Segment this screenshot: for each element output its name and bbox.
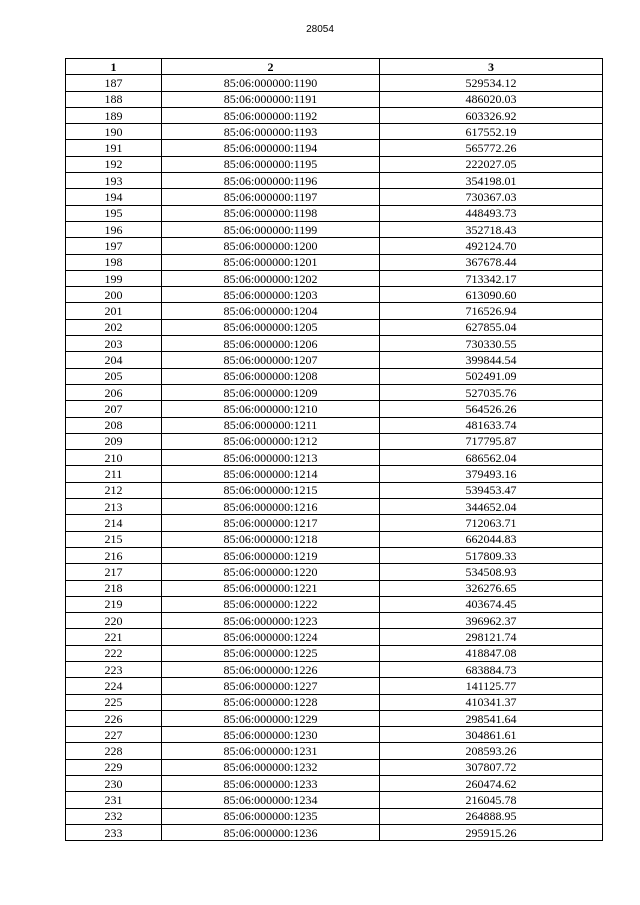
column-header-1: 1 [66, 59, 162, 75]
cadastral-number-cell: 85:06:000000:1212 [162, 433, 380, 449]
row-number-cell: 214 [66, 515, 162, 531]
cadastral-number-cell: 85:06:000000:1214 [162, 466, 380, 482]
cadastral-number-cell: 85:06:000000:1230 [162, 727, 380, 743]
page-number: 28054 [306, 24, 334, 35]
row-number-cell: 207 [66, 401, 162, 417]
table-row [66, 759, 603, 775]
cadastral-number-cell: 85:06:000000:1191 [162, 91, 380, 107]
cadastral-number-cell: 85:06:000000:1190 [162, 75, 380, 91]
row-number-cell: 224 [66, 678, 162, 694]
cadastral-number-cell: 85:06:000000:1221 [162, 580, 380, 596]
table-row [66, 466, 603, 482]
row-number-cell: 213 [66, 499, 162, 515]
column-header-2: 2 [162, 59, 380, 75]
row-number-cell: 232 [66, 808, 162, 824]
table-row [66, 417, 603, 433]
row-number-cell: 208 [66, 417, 162, 433]
table-row [66, 776, 603, 792]
table-row [66, 205, 603, 221]
value-cell: 686562.04 [380, 450, 603, 466]
cadastral-number-cell: 85:06:000000:1202 [162, 270, 380, 286]
row-number-cell: 228 [66, 743, 162, 759]
value-cell: 344652.04 [380, 499, 603, 515]
cadastral-number-cell: 85:06:000000:1209 [162, 384, 380, 400]
cadastral-number-cell: 85:06:000000:1222 [162, 596, 380, 612]
table-row [66, 743, 603, 759]
table-row [66, 140, 603, 156]
table-row [66, 645, 603, 661]
row-number-cell: 215 [66, 531, 162, 547]
table-row [66, 499, 603, 515]
row-number-cell: 225 [66, 694, 162, 710]
cadastral-number-cell: 85:06:000000:1224 [162, 629, 380, 645]
row-number-cell: 212 [66, 482, 162, 498]
table-row [66, 238, 603, 254]
value-cell: 403674.45 [380, 596, 603, 612]
table-row [66, 661, 603, 677]
value-cell: 352718.43 [380, 221, 603, 237]
row-number-cell: 204 [66, 352, 162, 368]
value-cell: 260474.62 [380, 776, 603, 792]
value-cell: 396962.37 [380, 613, 603, 629]
cadastral-number-cell: 85:06:000000:1233 [162, 776, 380, 792]
value-cell: 379493.16 [380, 466, 603, 482]
cadastral-number-cell: 85:06:000000:1220 [162, 564, 380, 580]
cadastral-number-cell: 85:06:000000:1198 [162, 205, 380, 221]
value-cell: 141125.77 [380, 678, 603, 694]
cadastral-number-cell: 85:06:000000:1205 [162, 319, 380, 335]
value-cell: 603326.92 [380, 107, 603, 123]
cadastral-number-cell: 85:06:000000:1200 [162, 238, 380, 254]
cadastral-number-cell: 85:06:000000:1232 [162, 759, 380, 775]
value-cell: 730330.55 [380, 336, 603, 352]
row-number-cell: 221 [66, 629, 162, 645]
row-number-cell: 201 [66, 303, 162, 319]
value-cell: 613090.60 [380, 287, 603, 303]
table-row [66, 515, 603, 531]
value-cell: 683884.73 [380, 661, 603, 677]
value-cell: 304861.61 [380, 727, 603, 743]
value-cell: 662044.83 [380, 531, 603, 547]
table-row [66, 352, 603, 368]
cadastral-number-cell: 85:06:000000:1201 [162, 254, 380, 270]
value-cell: 354198.01 [380, 173, 603, 189]
value-cell: 627855.04 [380, 319, 603, 335]
row-number-cell: 203 [66, 336, 162, 352]
table-row [66, 401, 603, 417]
row-number-cell: 191 [66, 140, 162, 156]
cadastral-number-cell: 85:06:000000:1210 [162, 401, 380, 417]
table-row [66, 482, 603, 498]
value-cell: 448493.73 [380, 205, 603, 221]
cadastral-number-cell: 85:06:000000:1219 [162, 547, 380, 563]
value-cell: 534508.93 [380, 564, 603, 580]
cadastral-number-cell: 85:06:000000:1204 [162, 303, 380, 319]
row-number-cell: 188 [66, 91, 162, 107]
value-cell: 410341.37 [380, 694, 603, 710]
cadastral-number-cell: 85:06:000000:1229 [162, 710, 380, 726]
table-row [66, 694, 603, 710]
cadastral-number-cell: 85:06:000000:1216 [162, 499, 380, 515]
value-cell: 527035.76 [380, 384, 603, 400]
table-row [66, 613, 603, 629]
value-cell: 712063.71 [380, 515, 603, 531]
table-row [66, 287, 603, 303]
value-cell: 565772.26 [380, 140, 603, 156]
row-number-cell: 197 [66, 238, 162, 254]
table-row [66, 547, 603, 563]
row-number-cell: 198 [66, 254, 162, 270]
table-row [66, 727, 603, 743]
value-cell: 298121.74 [380, 629, 603, 645]
table-row [66, 107, 603, 123]
table-row [66, 710, 603, 726]
table-row [66, 319, 603, 335]
value-cell: 717795.87 [380, 433, 603, 449]
cadastral-number-cell: 85:06:000000:1207 [162, 352, 380, 368]
table-row [66, 580, 603, 596]
cadastral-number-cell: 85:06:000000:1196 [162, 173, 380, 189]
cadastral-number-cell: 85:06:000000:1197 [162, 189, 380, 205]
value-cell: 367678.44 [380, 254, 603, 270]
table-row [66, 531, 603, 547]
table-row [66, 433, 603, 449]
row-number-cell: 192 [66, 156, 162, 172]
value-cell: 307807.72 [380, 759, 603, 775]
table-row [66, 824, 603, 840]
value-cell: 216045.78 [380, 792, 603, 808]
row-number-cell: 218 [66, 580, 162, 596]
table-row [66, 808, 603, 824]
row-number-cell: 209 [66, 433, 162, 449]
row-number-cell: 199 [66, 270, 162, 286]
row-number-cell: 220 [66, 613, 162, 629]
table-header-row [66, 59, 603, 75]
data-table [65, 58, 603, 841]
table-row [66, 75, 603, 91]
row-number-cell: 219 [66, 596, 162, 612]
cadastral-number-cell: 85:06:000000:1228 [162, 694, 380, 710]
cadastral-number-cell: 85:06:000000:1206 [162, 336, 380, 352]
value-cell: 326276.65 [380, 580, 603, 596]
table-row [66, 629, 603, 645]
row-number-cell: 230 [66, 776, 162, 792]
cadastral-number-cell: 85:06:000000:1227 [162, 678, 380, 694]
row-number-cell: 222 [66, 645, 162, 661]
value-cell: 617552.19 [380, 124, 603, 140]
cadastral-number-cell: 85:06:000000:1211 [162, 417, 380, 433]
cadastral-number-cell: 85:06:000000:1199 [162, 221, 380, 237]
column-header-3: 3 [380, 59, 603, 75]
table-row [66, 254, 603, 270]
value-cell: 517809.33 [380, 547, 603, 563]
row-number-cell: 196 [66, 221, 162, 237]
cadastral-number-cell: 85:06:000000:1236 [162, 824, 380, 840]
cadastral-number-cell: 85:06:000000:1203 [162, 287, 380, 303]
table-row [66, 124, 603, 140]
row-number-cell: 226 [66, 710, 162, 726]
row-number-cell: 189 [66, 107, 162, 123]
cadastral-number-cell: 85:06:000000:1226 [162, 661, 380, 677]
value-cell: 399844.54 [380, 352, 603, 368]
cadastral-number-cell: 85:06:000000:1223 [162, 613, 380, 629]
cadastral-number-cell: 85:06:000000:1193 [162, 124, 380, 140]
cadastral-number-cell: 85:06:000000:1194 [162, 140, 380, 156]
row-number-cell: 233 [66, 824, 162, 840]
value-cell: 418847.08 [380, 645, 603, 661]
row-number-cell: 200 [66, 287, 162, 303]
row-number-cell: 211 [66, 466, 162, 482]
table-row [66, 91, 603, 107]
table-row [66, 221, 603, 237]
table-row [66, 450, 603, 466]
table-row [66, 156, 603, 172]
table-row [66, 189, 603, 205]
value-cell: 486020.03 [380, 91, 603, 107]
cadastral-number-cell: 85:06:000000:1225 [162, 645, 380, 661]
row-number-cell: 193 [66, 173, 162, 189]
value-cell: 713342.17 [380, 270, 603, 286]
row-number-cell: 202 [66, 319, 162, 335]
row-number-cell: 217 [66, 564, 162, 580]
table-row [66, 792, 603, 808]
table-row [66, 270, 603, 286]
value-cell: 730367.03 [380, 189, 603, 205]
value-cell: 222027.05 [380, 156, 603, 172]
row-number-cell: 223 [66, 661, 162, 677]
table-row [66, 678, 603, 694]
cadastral-number-cell: 85:06:000000:1195 [162, 156, 380, 172]
table-row [66, 336, 603, 352]
cadastral-number-cell: 85:06:000000:1208 [162, 368, 380, 384]
value-cell: 529534.12 [380, 75, 603, 91]
cadastral-number-cell: 85:06:000000:1234 [162, 792, 380, 808]
row-number-cell: 205 [66, 368, 162, 384]
row-number-cell: 216 [66, 547, 162, 563]
value-cell: 492124.70 [380, 238, 603, 254]
value-cell: 298541.64 [380, 710, 603, 726]
value-cell: 539453.47 [380, 482, 603, 498]
cadastral-number-cell: 85:06:000000:1192 [162, 107, 380, 123]
row-number-cell: 195 [66, 205, 162, 221]
value-cell: 264888.95 [380, 808, 603, 824]
table-row [66, 564, 603, 580]
value-cell: 564526.26 [380, 401, 603, 417]
value-cell: 502491.09 [380, 368, 603, 384]
cadastral-number-cell: 85:06:000000:1217 [162, 515, 380, 531]
row-number-cell: 194 [66, 189, 162, 205]
cadastral-number-cell: 85:06:000000:1231 [162, 743, 380, 759]
table-row [66, 384, 603, 400]
row-number-cell: 227 [66, 727, 162, 743]
row-number-cell: 187 [66, 75, 162, 91]
cadastral-number-cell: 85:06:000000:1213 [162, 450, 380, 466]
value-cell: 295915.26 [380, 824, 603, 840]
row-number-cell: 206 [66, 384, 162, 400]
table-body [66, 75, 603, 841]
row-number-cell: 231 [66, 792, 162, 808]
table-row [66, 303, 603, 319]
row-number-cell: 229 [66, 759, 162, 775]
cadastral-number-cell: 85:06:000000:1218 [162, 531, 380, 547]
cadastral-number-cell: 85:06:000000:1215 [162, 482, 380, 498]
value-cell: 481633.74 [380, 417, 603, 433]
row-number-cell: 210 [66, 450, 162, 466]
table-row [66, 368, 603, 384]
value-cell: 208593.26 [380, 743, 603, 759]
table-row [66, 173, 603, 189]
cadastral-number-cell: 85:06:000000:1235 [162, 808, 380, 824]
value-cell: 716526.94 [380, 303, 603, 319]
row-number-cell: 190 [66, 124, 162, 140]
table-row [66, 596, 603, 612]
